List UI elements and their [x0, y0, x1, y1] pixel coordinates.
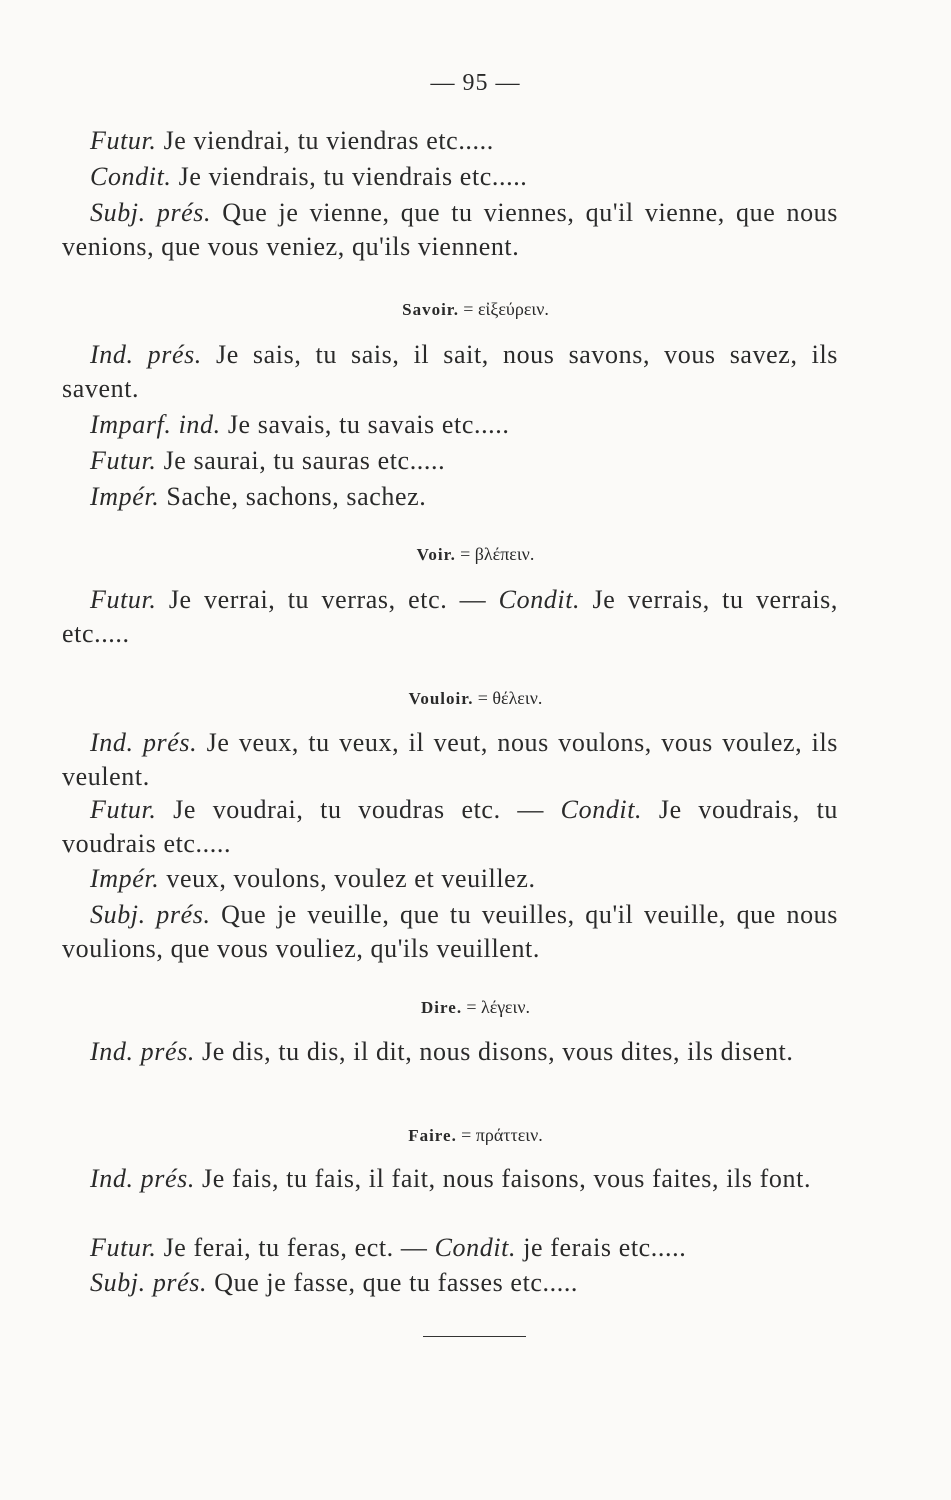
conjugation-text: Je viendrais, tu viendrais etc..... [178, 162, 528, 191]
line-faire-ind-pres [62, 1162, 838, 1196]
section-heading-voir [0, 543, 951, 566]
tense-label: Impér. [90, 864, 160, 893]
conjugation-text: Je voudrai, tu voudras etc. — [173, 795, 544, 824]
line-faire-futur-condit [62, 1231, 838, 1265]
line-savoir-futur [62, 444, 838, 478]
tense-label-secondary: Condit. [498, 585, 581, 614]
line-savoir-imparf [62, 408, 838, 442]
tense-label: Ind. prés. [90, 1037, 195, 1066]
line-vouloir-futur-condit [62, 793, 838, 861]
greek-equivalent: = εἰξεύρειν. [463, 299, 549, 319]
tense-label: Imparf. ind. [90, 410, 221, 439]
tense-label: Futur. [90, 1233, 157, 1262]
conjugation-text: Je saurai, tu sauras etc..... [163, 446, 446, 475]
page-number: — 95 — [430, 70, 521, 96]
conjugation-text: Je savais, tu savais etc..... [227, 410, 510, 439]
tense-label: Impér. [90, 482, 160, 511]
conjugation-text: Je dis, tu dis, il dit, nous disons, vous dites, ils disent. [202, 1037, 794, 1066]
line-vouloir-subj [62, 898, 838, 966]
conjugation-text: Je verrai, tu verras, etc. — [168, 585, 487, 614]
tense-label-secondary: Condit. [560, 795, 643, 824]
greek-equivalent: = πράττειν. [461, 1125, 543, 1145]
tense-label: Futur. [90, 126, 157, 155]
conjugation-text: Je veux, tu veux, il veut, nous voulons, vous voulez, ils veulent. [62, 728, 838, 791]
tense-label: Futur. [90, 446, 157, 475]
verb-title: Voir. [416, 545, 456, 564]
conjugation-text: Sache, sachons, sachez. [166, 482, 427, 511]
section-heading-dire [0, 996, 951, 1019]
tense-label: Subj. prés. [90, 198, 212, 227]
line-faire-subj [62, 1266, 838, 1300]
conjugation-text: Que je vienne, que tu viennes, qu'il vienne, que nous venions, que vous veniez, qu'ils viennent. [62, 198, 838, 261]
conjugation-text-secondary: Je voudrais, tu voudrais etc..... [62, 795, 838, 858]
line-vouloir-imper [62, 862, 838, 896]
tense-label: Futur. [90, 795, 157, 824]
greek-equivalent: = βλέπειν. [460, 544, 535, 564]
conjugation-text: Je viendrai, tu viendras etc..... [163, 126, 494, 155]
section-heading-faire [0, 1124, 951, 1147]
conjugation-text-secondary: je ferais etc..... [523, 1233, 687, 1262]
tense-label: Ind. prés. [90, 1164, 195, 1193]
tense-label: Subj. prés. [90, 1268, 208, 1297]
tense-label-secondary: Condit. [434, 1233, 517, 1262]
tense-label: Ind. prés. [90, 728, 198, 757]
tense-label: Ind. prés. [90, 340, 202, 369]
section-heading-savoir [0, 298, 951, 321]
conjugation-text: Je fais, tu fais, il fait, nous faisons, vous faites, ils font. [202, 1164, 812, 1193]
line-savoir-imper [62, 480, 838, 514]
greek-equivalent: = θέλειν. [477, 688, 543, 708]
verb-title: Dire. [421, 998, 463, 1017]
conjugation-text: Que je veuille, que tu veuilles, qu'il veuille, que nous voulions, que vous vouliez, qu'ils veuillent. [62, 900, 838, 963]
line-savoir-ind-pres [62, 338, 838, 406]
conjugation-text: Je ferai, tu feras, ect. — [163, 1233, 428, 1262]
greek-equivalent: = λέγειν. [466, 997, 530, 1017]
verb-title: Vouloir. [408, 689, 474, 708]
line-dire-ind-pres [62, 1035, 838, 1069]
line-venir-subj [62, 196, 838, 264]
tense-label: Condit. [90, 162, 172, 191]
line-venir-condit [62, 160, 838, 194]
conjugation-text: veux, voulons, voulez et veuillez. [166, 864, 536, 893]
verb-title: Faire. [408, 1126, 457, 1145]
line-voir-futur-condit [62, 583, 838, 651]
conjugation-text: Que je fasse, que tu fasses etc..... [214, 1268, 579, 1297]
tense-label: Futur. [90, 585, 157, 614]
tense-label: Subj. prés. [90, 900, 211, 929]
section-heading-vouloir [0, 687, 951, 710]
verb-title: Savoir. [402, 300, 460, 319]
conjugation-text: Je sais, tu sais, il sait, nous savons, vous savez, ils savent. [62, 340, 838, 403]
line-vouloir-ind-pres [62, 726, 838, 794]
conjugation-text-secondary: Je verrais, tu verrais, etc..... [62, 585, 838, 648]
line-venir-futur [62, 124, 838, 158]
closing-rule [423, 1336, 526, 1337]
